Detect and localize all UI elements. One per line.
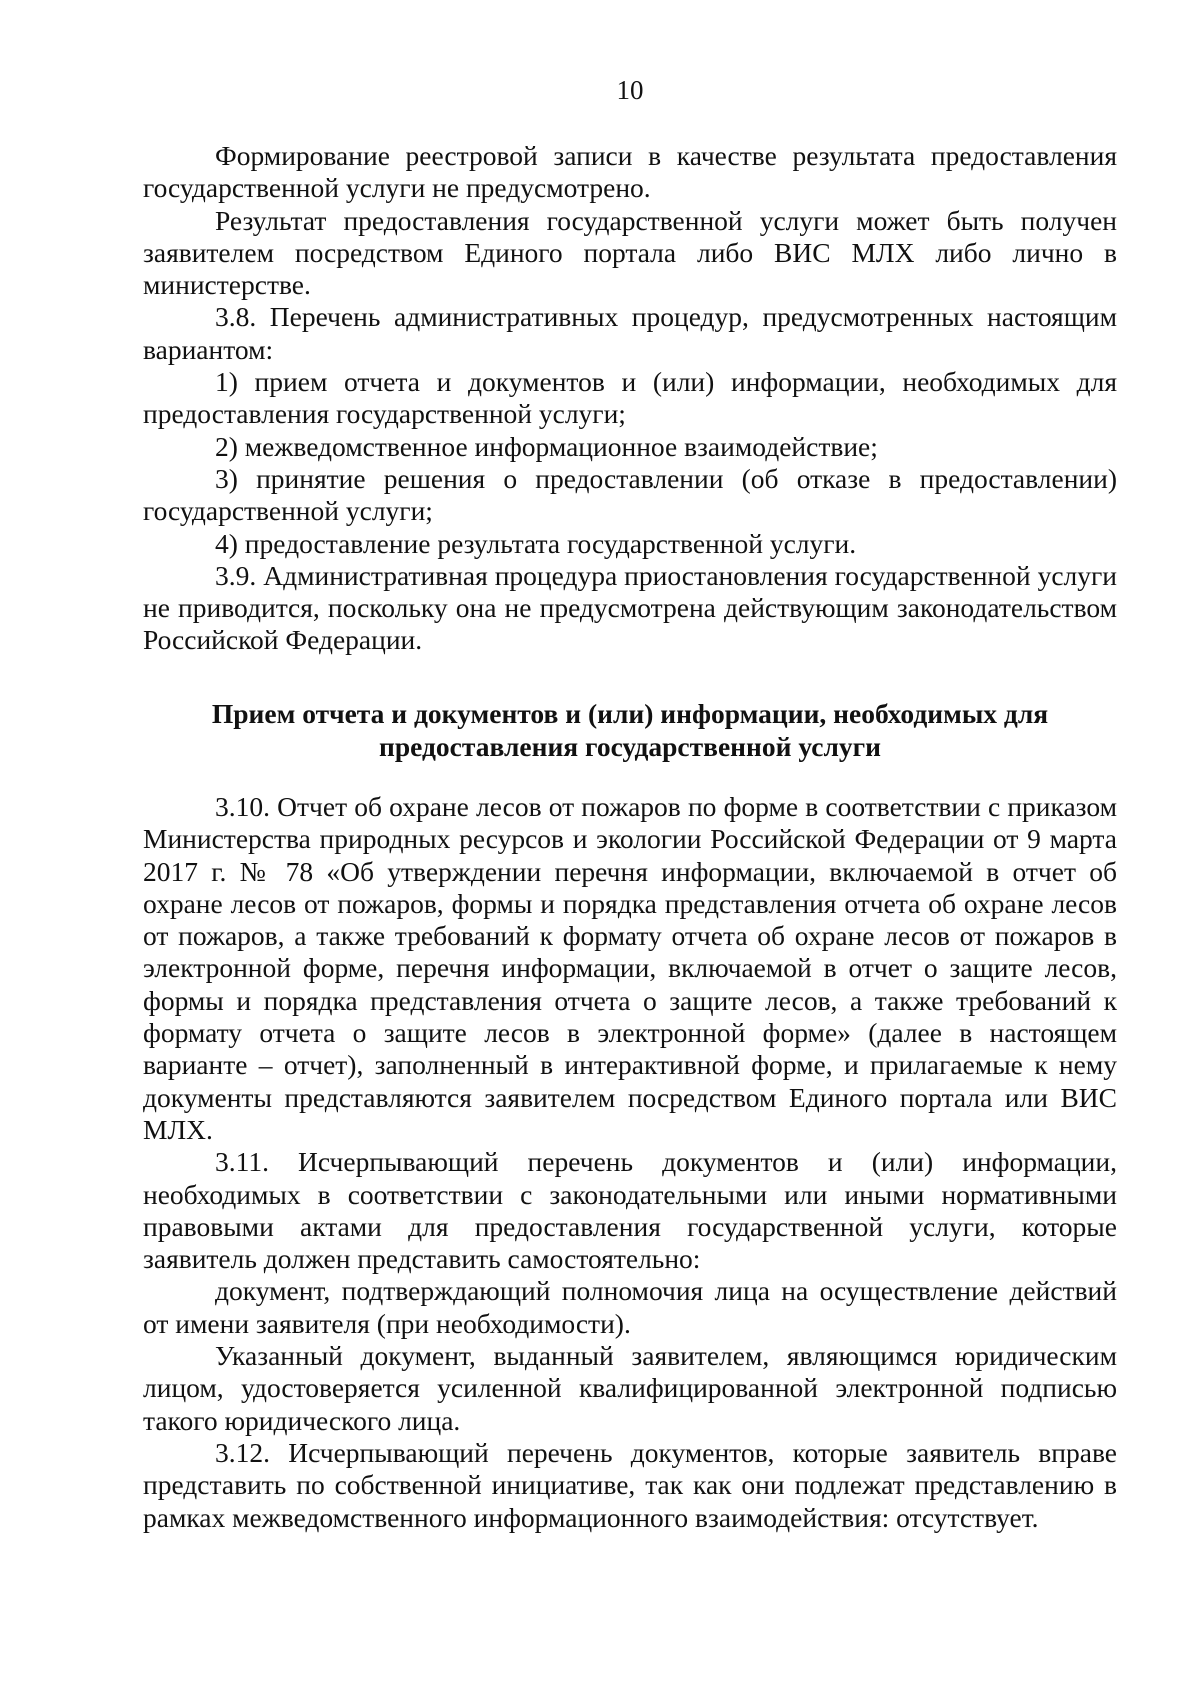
- list-item-1: 1) прием отчета и документов и (или) информации, необходимых для предоставления государственной услуги;: [143, 366, 1117, 430]
- paragraph-3-9: 3.9. Административная процедура приостановления государственной услуги не приводится, поскольку она не предусмотрена действующим законодательством Российской Федерации.: [143, 559, 1117, 656]
- paragraph-result-delivery: Результат предоставления государственной услуги может быть получен заявителем посредством Единого портала либо ВИС МЛХ либо лично в министерстве.: [143, 204, 1117, 301]
- paragraph-signature: Указанный документ, выданный заявителем, являющимся юридическим лицом, удостоверяется усиленной квалифицированной электронной подписью такого юридического лица.: [143, 1340, 1117, 1436]
- list-item-2: 2) межведомственное информационное взаимодействие;: [215, 430, 878, 462]
- paragraph-authority-document: документ, подтверждающий полномочия лица на осуществление действий от имени заявителя (при необходимости).: [143, 1275, 1117, 1339]
- paragraph-3-8: 3.8. Перечень административных процедур, предусмотренных настоящим вариантом:: [143, 301, 1117, 365]
- section-heading: Прием отчета и документов и (или) информации, необходимых для предоставления государственной услуги: [211, 698, 1049, 762]
- paragraph-registry-entry: Формирование реестровой записи в качестве результата предоставления государственной услуги не предусмотрено.: [143, 140, 1117, 204]
- list-item-4: 4) предоставление результата государственной услуги.: [215, 527, 857, 559]
- page-number: 10: [616, 75, 644, 105]
- text-block-top: [143, 140, 1117, 657]
- paragraph-3-11: 3.11. Исчерпывающий перечень документов и (или) информации, необходимых в соответствии с законодательными или иными нормативными правовыми актами для предоставления государственной услуги, которые заявитель должен представить самостоятельно:: [143, 1146, 1117, 1275]
- paragraph-3-12: 3.12. Исчерпывающий перечень документов, которые заявитель вправе представить по собственной инициативе, так как они подлежат представлению в рамках межведомственного информационного взаимодействия: отсутствует.: [143, 1436, 1117, 1533]
- text-block-bottom: [143, 791, 1117, 1534]
- paragraph-3-10: 3.10. Отчет об охране лесов от пожаров по форме в соответствии с приказом Министерства природных ресурсов и экологии Российской Федерации от 9 марта 2017 г. № 78 «Об утверждении перечня информации, включаемой в отчет об охране лесов от пожаров, формы и порядка представления отчета об охране лесов от пожаров, а также требований к формату отчета об охране лесов от пожаров в электронной форме, перечня информации, включаемой в отчет о защите лесов, формы и порядка представления отчета о защите лесов, а также требований к формату отчета о защите лесов в электронной форме» (далее в настоящем варианте – отчет), заполненный в интерактивной форме, и прилагаемые к нему документы представляются заявителем посредством Единого портала или ВИС МЛХ.: [143, 791, 1117, 1145]
- list-item-3: 3) принятие решения о предоставлении (об отказе в предоставлении) государственной услуги;: [143, 462, 1117, 527]
